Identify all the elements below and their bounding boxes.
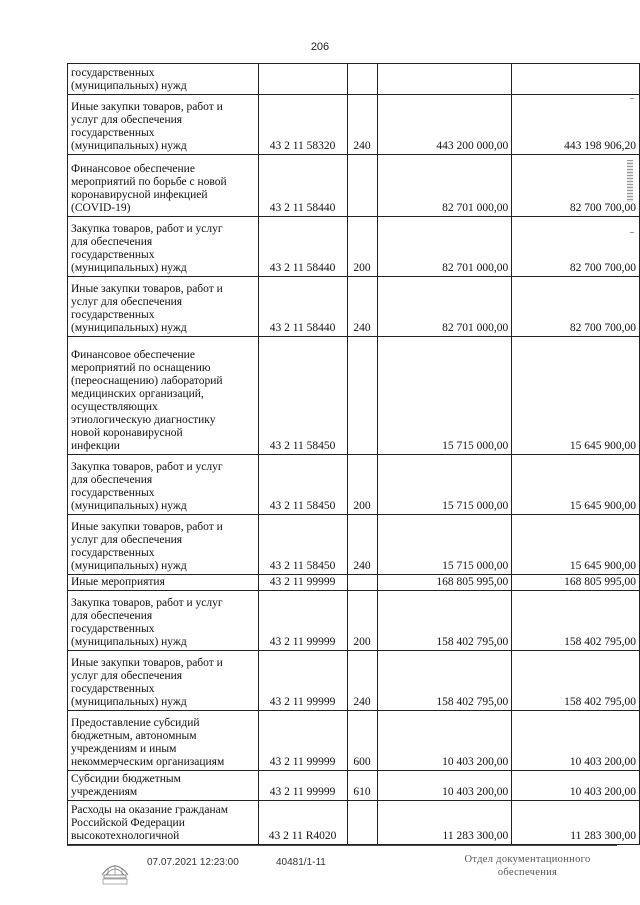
- expense-type: [347, 155, 377, 217]
- item-name: Финансовое обеспечение мероприятий по борьбе с новой коронавирусной инфекцией (COVID-19): [68, 155, 259, 217]
- table-row: [68, 64, 640, 95]
- target-code: 43 2 11 58450: [258, 515, 347, 575]
- target-code: 43 2 11 58440: [258, 155, 347, 217]
- target-code: 43 2 11 58440: [258, 277, 347, 337]
- item-name: Иные закупки товаров, работ и услуг для обеспечения государственных (муниципальных) нужд: [68, 651, 259, 711]
- duma-seal-icon: [98, 855, 132, 885]
- target-code: 43 2 11 58450: [258, 455, 347, 515]
- amount-executed: 11 283 300,00: [512, 801, 640, 845]
- edge-tick: [630, 98, 634, 99]
- target-code: 43 2 11 99999: [258, 771, 347, 801]
- table-row: [68, 515, 640, 575]
- amount-executed: 10 403 200,00: [512, 771, 640, 801]
- expense-type: 240: [347, 95, 377, 155]
- target-code: 43 2 11 R4020: [258, 801, 347, 845]
- amount-planned: 11 283 300,00: [377, 801, 512, 845]
- target-code: [258, 64, 347, 95]
- amount-executed: [512, 64, 640, 95]
- table-row: [68, 95, 640, 155]
- amount-planned: 15 715 000,00: [377, 337, 512, 455]
- amount-executed: 82 700 700,00: [512, 217, 640, 277]
- expense-type: 200: [347, 217, 377, 277]
- target-code: 43 2 11 99999: [258, 575, 347, 591]
- footer-doc-number: 40481/1-11: [276, 857, 326, 868]
- item-name: Предоставление субсидий бюджетным, автономным учреждениям и иным некоммерческим организациям: [68, 711, 259, 771]
- expense-type: 600: [347, 711, 377, 771]
- expense-type: 610: [347, 771, 377, 801]
- amount-executed: 82 700 700,00: [512, 155, 640, 217]
- item-name: Финансовое обеспечение мероприятий по оснащению (переоснащению) лабораторий медицинских организаций, осуществляющих этиологическую диагностику новой коронавирусной инфекции: [68, 337, 259, 455]
- expense-type: [347, 337, 377, 455]
- expense-type: 240: [347, 277, 377, 337]
- item-name: Закупка товаров, работ и услуг для обеспечения государственных (муниципальных) нужд: [68, 591, 259, 651]
- item-name: Иные закупки товаров, работ и услуг для обеспечения государственных (муниципальных) нужд: [68, 277, 259, 337]
- expense-type: [347, 575, 377, 591]
- budget-table: [67, 63, 640, 845]
- table-row: [68, 455, 640, 515]
- target-code: 43 2 11 99999: [258, 591, 347, 651]
- expense-type: 200: [347, 455, 377, 515]
- amount-planned: 15 715 000,00: [377, 515, 512, 575]
- amount-executed: 15 645 900,00: [512, 455, 640, 515]
- amount-planned: 10 403 200,00: [377, 771, 512, 801]
- amount-executed: 168 805 995,00: [512, 575, 640, 591]
- target-code: 43 2 11 58450: [258, 337, 347, 455]
- table-row: [68, 801, 640, 845]
- expense-type: 240: [347, 651, 377, 711]
- amount-executed: 443 198 906,20: [512, 95, 640, 155]
- expense-type: 240: [347, 515, 377, 575]
- item-name: Иные закупки товаров, работ и услуг для обеспечения государственных (муниципальных) нужд: [68, 515, 259, 575]
- target-code: 43 2 11 58440: [258, 217, 347, 277]
- amount-planned: 158 402 795,00: [377, 651, 512, 711]
- footer-rule: [67, 845, 617, 846]
- table-row: [68, 575, 640, 591]
- edge-tick: [630, 232, 634, 233]
- amount-planned: 82 701 000,00: [377, 155, 512, 217]
- table-row: [68, 337, 640, 455]
- item-name: Иные мероприятия: [68, 575, 259, 591]
- amount-planned: [377, 64, 512, 95]
- table-row: [68, 155, 640, 217]
- item-name: государственных (муниципальных) нужд: [68, 64, 259, 95]
- amount-executed: 15 645 900,00: [512, 515, 640, 575]
- item-name: Иные закупки товаров, работ и услуг для обеспечения государственных (муниципальных) нужд: [68, 95, 259, 155]
- item-name: Закупка товаров, работ и услуг для обеспечения государственных (муниципальных) нужд: [68, 217, 259, 277]
- table-row: [68, 217, 640, 277]
- target-code: 43 2 11 58320: [258, 95, 347, 155]
- expense-type: 200: [347, 591, 377, 651]
- table-row: [68, 591, 640, 651]
- amount-executed: 158 402 795,00: [512, 651, 640, 711]
- amount-planned: 443 200 000,00: [377, 95, 512, 155]
- table-row: [68, 711, 640, 771]
- item-name: Субсидии бюджетным учреждениям: [68, 771, 259, 801]
- amount-planned: 82 701 000,00: [377, 217, 512, 277]
- item-name: Закупка товаров, работ и услуг для обеспечения государственных (муниципальных) нужд: [68, 455, 259, 515]
- page-number: 206: [310, 41, 330, 53]
- amount-planned: 10 403 200,00: [377, 711, 512, 771]
- expense-type: [347, 801, 377, 845]
- item-name: Расходы на оказание гражданам Российской Федерации высокотехнологичной: [68, 801, 259, 845]
- target-code: 43 2 11 99999: [258, 711, 347, 771]
- amount-executed: 82 700 700,00: [512, 277, 640, 337]
- amount-planned: 158 402 795,00: [377, 591, 512, 651]
- table-row: [68, 277, 640, 337]
- amount-executed: 15 645 900,00: [512, 337, 640, 455]
- expense-type: [347, 64, 377, 95]
- footer-date: 07.07.2021 12:23:00: [147, 857, 239, 868]
- amount-planned: 15 715 000,00: [377, 455, 512, 515]
- amount-planned: 168 805 995,00: [377, 575, 512, 591]
- footer-department-stamp: Отдел документационного обеспечения: [464, 854, 591, 878]
- table-row: [68, 771, 640, 801]
- target-code: 43 2 11 99999: [258, 651, 347, 711]
- amount-executed: 10 403 200,00: [512, 711, 640, 771]
- amount-planned: 82 701 000,00: [377, 277, 512, 337]
- edge-scan-mark: [627, 160, 633, 202]
- table-row: [68, 651, 640, 711]
- amount-executed: 158 402 795,00: [512, 591, 640, 651]
